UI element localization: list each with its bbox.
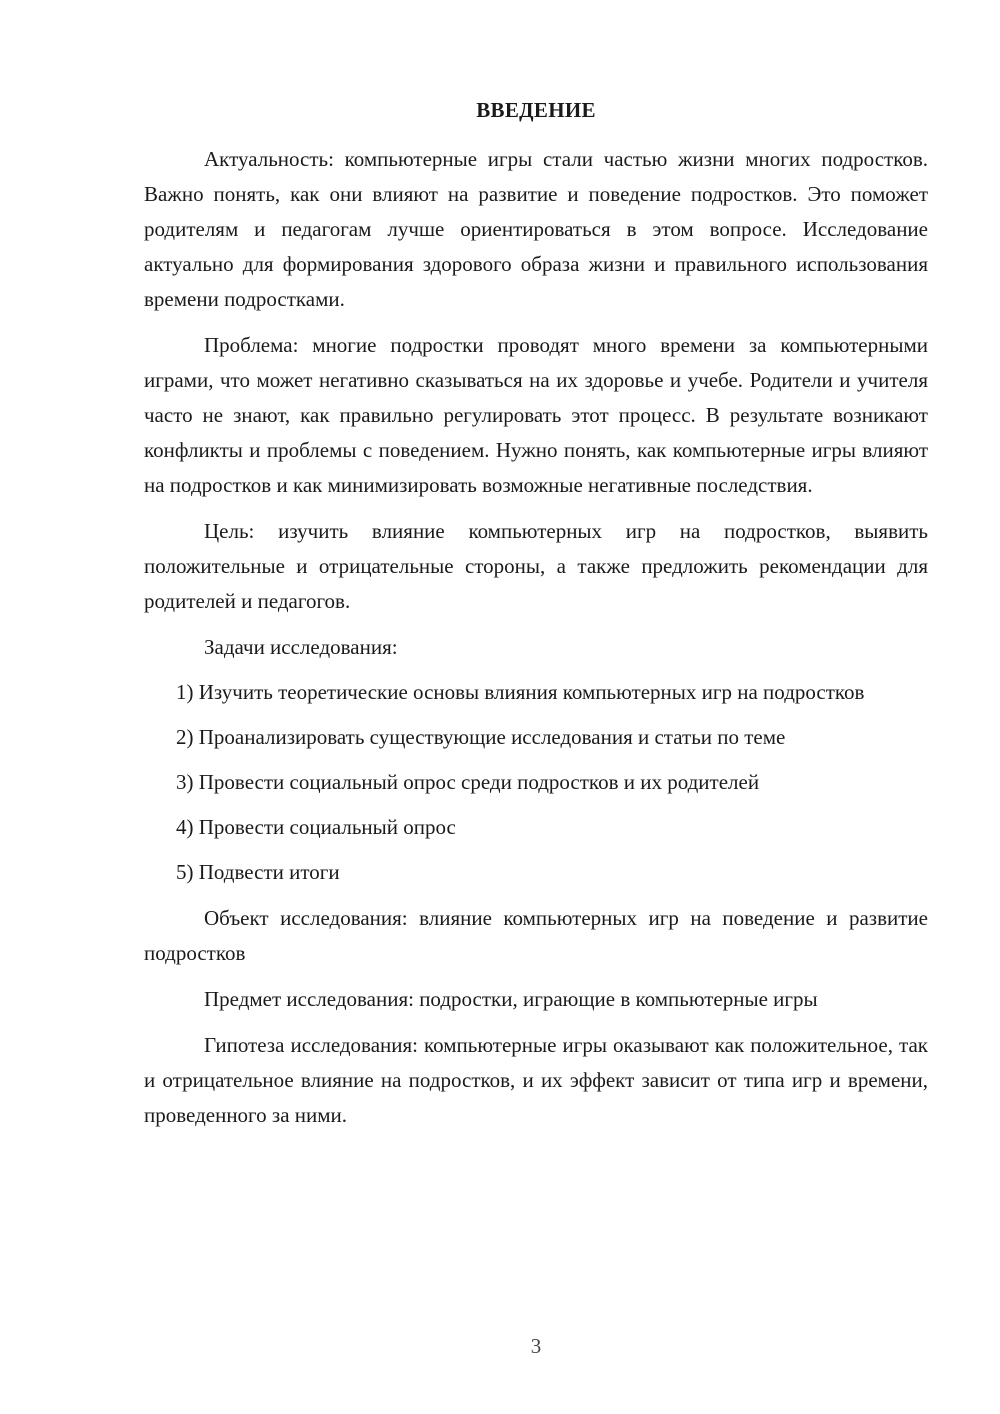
document-title: ВВЕДЕНИЕ (476, 98, 596, 122)
hypothesis-paragraph: Гипотеза исследования: компьютерные игры оказывают как положительное, так и отрицательное влияние на подростков, и их эффект зависит от типа игр и времени, проведенного за ними. (144, 1033, 928, 1127)
task-item-5: 5) Подвести итоги (176, 860, 340, 884)
subject-paragraph: Предмет исследования: подростки, играющие в компьютерные игры (204, 987, 818, 1011)
document-page (144, 93, 928, 1133)
page-number: 3 (530, 1334, 542, 1358)
tasks-heading: Задачи исследования: (204, 635, 398, 659)
goal-paragraph: Цель: изучить влияние компьютерных игр на подростков, выявить положительные и отрицательные стороны, а также предложить рекомендации для родителей и педагогов. (144, 519, 928, 613)
object-paragraph: Объект исследования: влияние компьютерных игр на поведение и развитие подростков (144, 906, 928, 965)
task-item-3: 3) Провести социальный опрос среди подростков и их родителей (176, 770, 760, 794)
relevance-paragraph: Актуальность: компьютерные игры стали частью жизни многих подростков. Важно понять, как они влияют на развитие и поведение подростков. Это поможет родителям и педагогам лучше ориентироваться в этом вопросе. Исследование актуально для формирования здорового образа жизни и правильного использования времени подростками. (144, 147, 928, 311)
problem-paragraph: Проблема: многие подростки проводят много времени за компьютерными играми, что может негативно сказываться на их здоровье и учебе. Родители и учителя часто не знают, как правильно регулировать этот процесс. В результате возникают конфликты и проблемы с поведением. Нужно понять, как компьютерные игры влияют на подростков и как минимизировать возможные негативные последствия. (144, 333, 928, 497)
task-item-1: 1) Изучить теоретические основы влияния компьютерных игр на подростков (176, 680, 865, 704)
task-item-2: 2) Проанализировать существующие исследования и статьи по теме (176, 725, 786, 749)
task-item-4: 4) Провести социальный опрос (176, 815, 456, 839)
